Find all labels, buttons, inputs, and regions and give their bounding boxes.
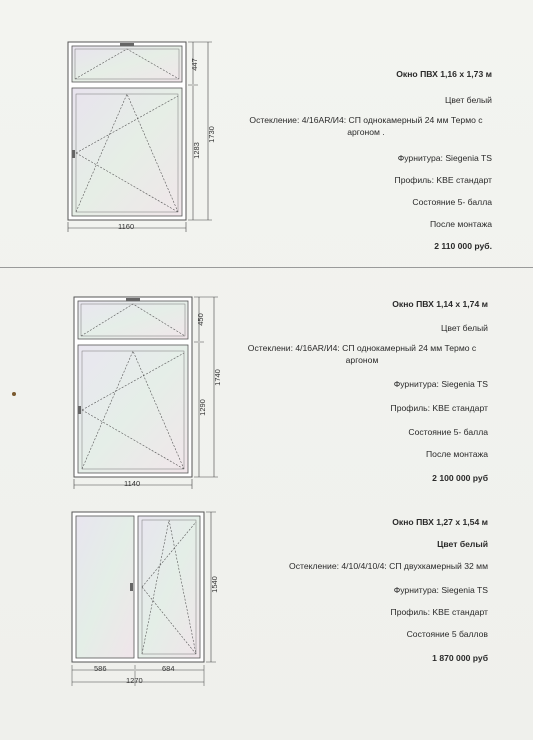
product-title-2: Окно ПВХ 1,14 х 1,74 м [392, 299, 488, 309]
product-condition-2: Состояние 5- балла [408, 427, 488, 437]
product-hardware-3: Фурнитура: Siegenia TS [393, 585, 488, 595]
dim-width-2: 1140 [124, 479, 141, 488]
dim-sash-1: 1283 [191, 142, 201, 159]
product-price-1: 2 110 000 руб. [434, 241, 492, 251]
product-color-2: Цвет белый [441, 323, 488, 333]
punch-hole-mark [12, 392, 16, 396]
dim-width-1: 1160 [118, 222, 135, 231]
section-divider [0, 267, 533, 268]
dim-right-3: 684 [162, 664, 175, 673]
product-title-3: Окно ПВХ 1,27 х 1,54 м [392, 517, 488, 527]
dim-width-3: 1270 [126, 676, 143, 685]
dim-height-1: 1730 [206, 126, 216, 143]
product-profile-3: Профиль: KBE стандарт [390, 607, 488, 617]
product-condition-3: Состояние 5 баллов [406, 629, 488, 639]
dim-sash-2: 1290 [197, 399, 207, 416]
product-profile-2: Профиль: KBE стандарт [390, 403, 488, 413]
product-hardware-1: Фурнитура: Siegenia TS [397, 153, 492, 163]
window-drawing-1 [60, 38, 220, 238]
dim-height-3: 1540 [209, 576, 219, 593]
product-glazing-3: Остекление: 4/10/4/10/4: СП двухкамерный 32 мм [289, 561, 488, 571]
product-profile-1: Профиль: KBE стандарт [394, 175, 492, 185]
dim-height-2: 1740 [212, 369, 222, 386]
product-color-1: Цвет белый [445, 95, 492, 105]
product-title-1: Окно ПВХ 1,16 х 1,73 м [396, 69, 492, 79]
product-hardware-2: Фурнитура: Siegenia TS [393, 379, 488, 389]
window-drawing-2 [66, 293, 226, 493]
product-note-2: После монтажа [425, 449, 488, 459]
dim-transom-1: 447 [189, 58, 199, 71]
product-note-1: После монтажа [429, 219, 492, 229]
product-glazing-2: Остеклени: 4/16AR/И4: СП однокамерный 24 мм Термо с аргоном [247, 343, 477, 365]
window-3-svg [64, 508, 224, 688]
product-condition-1: Состояние 5- балла [412, 197, 492, 207]
product-price-3: 1 870 000 руб [432, 653, 488, 663]
dim-left-3: 586 [94, 664, 107, 673]
product-glazing-1: Остекление: 4/16AR/И4: СП однокамерный 24 мм Термо с аргоном . [249, 115, 483, 137]
product-color-3: Цвет белый [437, 539, 488, 549]
window-drawing-3 [64, 508, 224, 688]
dim-transom-2: 450 [195, 313, 205, 326]
product-price-2: 2 100 000 руб [432, 473, 488, 483]
